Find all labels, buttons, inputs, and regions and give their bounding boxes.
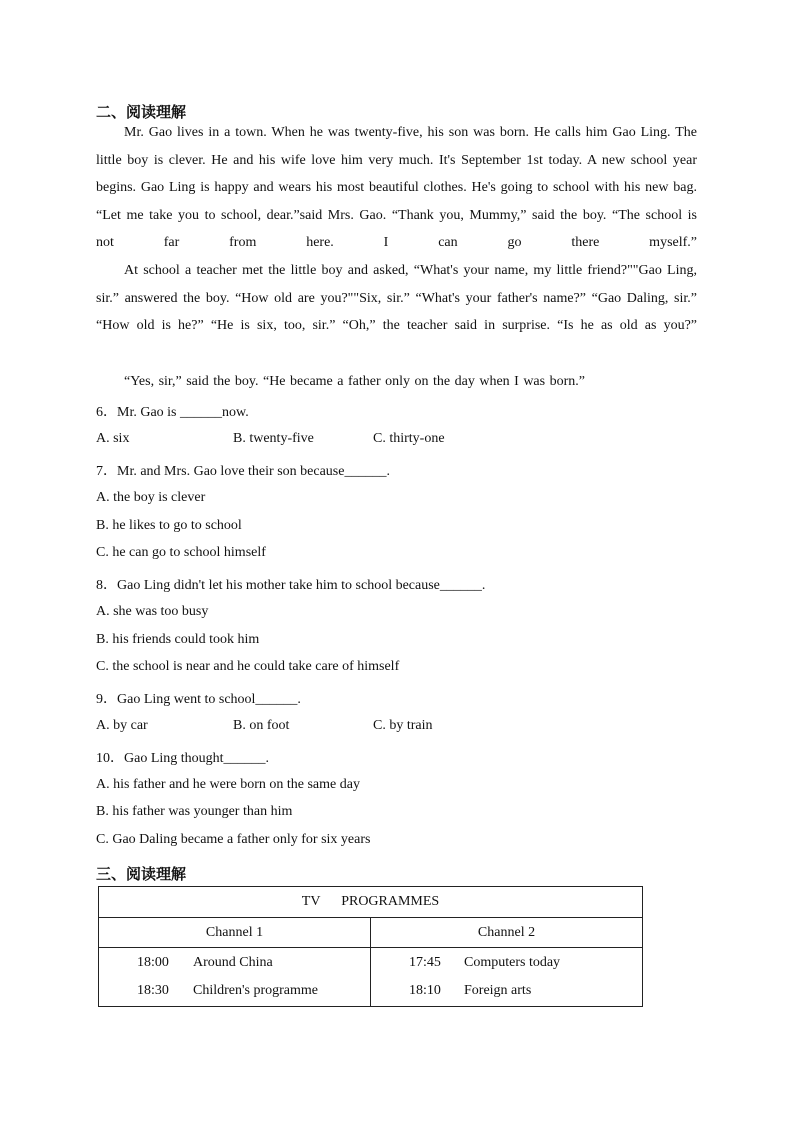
channel-2-header: Channel 2 (371, 918, 643, 948)
passage-paragraph-2: At school a teacher met the little boy and asked, “What's your name, my little friend?""Gao Ling, sir.” answered the boy. “How old are you?""Six, sir.” “What's your father's name?” “Gao Daling, sir.” “How old is he?” “He is six, too, sir.” “Oh,” the teacher said in surprise. “Is he as old as you?” (96, 263, 697, 334)
channel-1-header: Channel 1 (99, 918, 371, 948)
channel-2-programmes (371, 948, 643, 1007)
programme-time: 17:45 (409, 955, 441, 970)
programme-name: Foreign arts (464, 983, 532, 998)
programme-time: 18:00 (137, 955, 169, 970)
question-7-option-b[interactable]: B. he likes to go to school (96, 518, 242, 533)
question-9-option-c[interactable]: C. by train (373, 718, 433, 733)
question-7-option-c[interactable]: C. he can go to school himself (96, 545, 266, 560)
table-title: TV PROGRAMMES (99, 887, 643, 918)
question-8-option-c[interactable]: C. the school is near and he could take care of himself (96, 659, 400, 674)
question-6: 6．Mr. Gao is ______now. (96, 405, 249, 420)
programme-name: Computers today (464, 955, 561, 970)
question-8: 8．Gao Ling didn't let his mother take him to school because______. (96, 578, 486, 593)
channel-1-programmes (99, 948, 371, 1007)
programme-time: 18:10 (409, 983, 441, 998)
question-8-option-a[interactable]: A. she was too busy (96, 604, 209, 619)
question-7: 7．Mr. and Mrs. Gao love their son because______. (96, 464, 390, 479)
table-row (99, 949, 370, 977)
section-heading-reading-2: 三、阅读理解 (96, 865, 187, 883)
programme-name: Around China (193, 955, 273, 970)
question-9: 9．Gao Ling went to school______. (96, 692, 301, 707)
question-6-option-b[interactable]: B. twenty-five (233, 431, 314, 446)
programme-time: 18:30 (137, 983, 169, 998)
section-heading-reading-1: 二、阅读理解 (96, 103, 187, 121)
question-6-option-c[interactable]: C. thirty-one (373, 431, 445, 446)
table-row (371, 949, 642, 977)
passage-paragraph-1: Mr. Gao lives in a town. When he was twenty-five, his son was born. He calls him Gao Ling. The little boy is clever. He and his wife love him very much. It's September 1st today. A new school year begins. Gao Ling is happy and wears his most beautiful clothes. He's going to school with his new bag. “Let me take you to school, dear.”said Mrs. Gao. “Thank you, Mummy,” said the boy. “The school is not far from here. I can go there myself.” (96, 125, 697, 251)
question-9-option-a[interactable]: A. by car (96, 718, 148, 733)
question-10: 10．Gao Ling thought______. (96, 751, 270, 766)
question-6-option-a[interactable]: A. six (96, 431, 130, 446)
programme-name: Children's programme (193, 983, 318, 998)
table-row (371, 977, 642, 1005)
question-10-option-b[interactable]: B. his father was younger than him (96, 804, 293, 819)
question-10-option-a[interactable]: A. his father and he were born on the same day (96, 777, 360, 792)
question-7-option-a[interactable]: A. the boy is clever (96, 490, 206, 505)
passage-paragraph-3: “Yes, sir,” said the boy. “He became a father only on the day when I was born.” (124, 374, 585, 389)
question-8-option-b[interactable]: B. his friends could took him (96, 632, 260, 647)
question-10-option-c[interactable]: C. Gao Daling became a father only for six years (96, 832, 371, 847)
table-row (99, 977, 370, 1005)
question-9-option-b[interactable]: B. on foot (233, 718, 290, 733)
tv-programmes-table (98, 886, 643, 1007)
